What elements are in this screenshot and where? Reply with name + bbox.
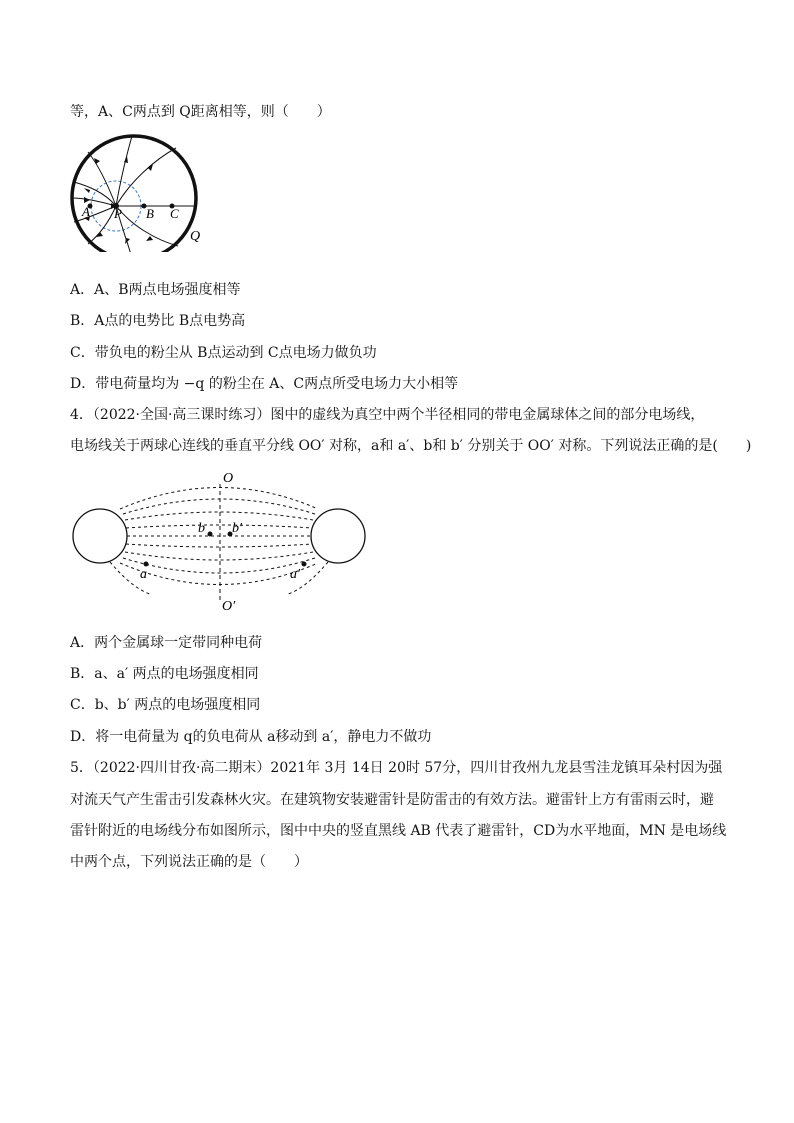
q3-option-a: A．A、B两点电场强度相等 — [70, 282, 241, 298]
label-a: a — [140, 567, 147, 582]
label-B: B — [146, 206, 154, 221]
label-O: O — [223, 471, 234, 486]
label-a-prime: a′ — [290, 567, 301, 582]
figure-two-spheres — [70, 466, 370, 616]
q5-stem-line-4: 中两个点，下列说法正确的是（ ） — [70, 854, 308, 870]
q3-stem-tail: 等，A、C两点到 Q距离相等，则（ ） — [70, 104, 331, 120]
label-C: C — [170, 206, 179, 221]
q4-stem-line-2: 电场线关于两球心连线的垂直平分线 OO′ 对称，a和 a′、b和 b′ 分别关于 OO′ 对称。下列说法正确的是( ) — [70, 438, 752, 454]
q3-option-c: C．带负电的粉尘从 B点运动到 C点电场力做负功 — [70, 345, 377, 361]
metal-sphere-right — [311, 509, 365, 563]
figure-circle-field — [66, 132, 206, 252]
conductor-ring-Q — [72, 136, 196, 252]
q4-stem-line-1: 4．（2022·全国·高三课时练习）图中的虚线为真空中两个半径相同的带电金属球体之间的部分电场线， — [70, 407, 705, 423]
q4-option-b: B．a、a′ 两点的电场强度相同 — [70, 666, 259, 682]
q5-stem-line-2: 对流天气产生雷击引发森林火灾。在建筑物安装避雷针是防雷击的有效方法。避雷针上方有雷雨云时，避 — [70, 792, 714, 808]
point-b — [208, 532, 213, 537]
label-A: A — [82, 204, 90, 219]
q5-stem-line-1: 5．（2022·四川甘孜·高二期末）2021年 3月 14日 20时 57分，四川甘孜州九龙县雪洼龙镇耳朵村因为强 — [70, 760, 723, 776]
metal-sphere-left — [73, 509, 127, 563]
label-P: P — [114, 206, 122, 221]
q4-option-a: A．两个金属球一定带同种电荷 — [70, 635, 263, 651]
q3-option-b: B．A点的电势比 B点电势高 — [70, 313, 246, 329]
q4-option-c: C．b、b′ 两点的电场强度相同 — [70, 697, 261, 713]
label-Q: Q — [190, 229, 201, 244]
q4-option-d: D．将一电荷量为 q的负电荷从 a移动到 a′，静电力不做功 — [70, 729, 432, 745]
q3-option-d: D．带电荷量均为 −q 的粉尘在 A、C两点所受电场力大小相等 — [70, 376, 459, 392]
label-b: b — [198, 521, 205, 536]
label-O-prime: O′ — [222, 599, 236, 614]
label-b-prime: b′ — [232, 521, 243, 536]
q5-stem-line-3: 雷针附近的电场线分布如图所示，图中中央的竖直黑线 AB 代表了避雷针，CD为水平地面，MN 是电场线 — [70, 823, 727, 839]
point-a-prime — [302, 562, 307, 567]
point-a — [144, 562, 149, 567]
